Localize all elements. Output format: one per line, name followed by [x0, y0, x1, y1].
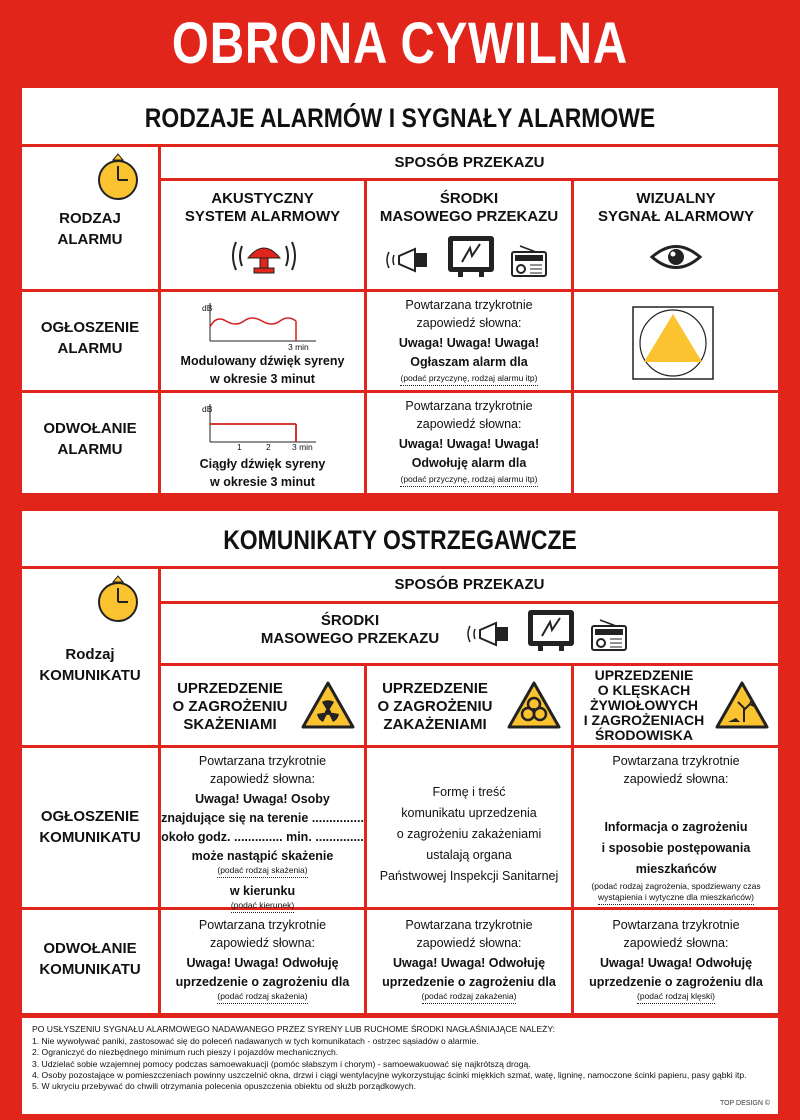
announce-disaster-text: Powtarzana trzykrotnie zapowiedź słowna: Informacja o zagrożeniu i sposobie postępowania mieszkańców (podać rodzaj zagrożenia, spodziewany czas wystąpienia i wytyczne dla mieszkańców)	[574, 752, 778, 905]
media-header: ŚRODKI MASOWEGO PRZEKAZU	[260, 612, 440, 647]
megaphone-icon	[466, 620, 510, 648]
triangle-signal-icon	[632, 306, 714, 380]
col-media: ŚRODKI MASOWEGO PRZEKAZU	[379, 190, 559, 225]
eye-icon	[650, 242, 702, 272]
graph-3min-label: 3 min	[288, 342, 309, 352]
safety-notes	[32, 1024, 772, 1092]
row-label-message-type: Rodzaj KOMUNIKATU	[39, 646, 141, 684]
radiation-warning-icon	[300, 680, 356, 730]
graph-tick-1: 1	[237, 442, 242, 452]
grid-line	[158, 663, 778, 666]
environment-warning-icon	[714, 680, 770, 730]
row-label-cancel-message: ODWOŁANIE KOMUNIKATU	[39, 940, 141, 978]
row-label-alarm-type: RODZAJ ALARMU	[57, 210, 123, 248]
clock-icon	[96, 152, 140, 202]
note-item: 4. Osoby pozostające w pomieszczeniach powinny uszczelnić okna, drzwi i ciągi wentylacyjne wykorzystując ścinki miękkich szmat, watę, ligninę, namoczone ścinki papieru, pasy gąbki itp.	[32, 1069, 747, 1080]
page-title: OBRONA CYWILNA	[171, 11, 629, 76]
warn-disaster-header: UPRZEDZENIE O KLĘSKACH ŻYWIOŁOWYCH I ZAGROŻENIACH ŚRODOWISKA	[583, 667, 705, 743]
biohazard-warning-icon	[506, 680, 562, 730]
graph-3min-label: 3 min	[292, 442, 313, 452]
brand-label: TOP DESIGN ©	[719, 1100, 770, 1107]
row-label-announce-alarm: OGŁOSZENIE ALARMU	[40, 319, 140, 357]
radio-icon	[510, 244, 548, 278]
row-label-announce-message: OGŁOSZENIE KOMUNIKATU	[39, 808, 141, 846]
grid-line	[22, 907, 778, 910]
siren-icon	[228, 234, 300, 278]
cancel-disaster-text: Powtarzana trzykrotnie zapowiedź słowna: Uwaga! Uwaga! Odwołuję uprzedzenie o zagrożeniu dla (podać rodzaj klęski)	[574, 916, 778, 1004]
row-label-cancel-alarm: ODWOŁANIE ALARMU	[43, 420, 137, 458]
note-item: 5. W ukryciu przebywać do chwili otrzymania polecenia opuszczenia obiektu od służb porządkowych.	[32, 1081, 417, 1092]
note-item: 3. Udzielać sobie wzajemnej pomocy podczas samoewakuacji (pomóc słabszym i chorym) - samoewakuować się najkrótszą drogą.	[32, 1058, 531, 1069]
col-acoustic: AKUSTYCZNY SYSTEM ALARMOWY	[184, 190, 341, 225]
announce-media-text: Powtarzana trzykrotnie zapowiedź słowna: Uwaga! Uwaga! Uwaga! Ogłaszam alarm dla (podać przyczynę, rodzaj alarmu itp)	[367, 296, 571, 386]
graph-db-label: dB	[202, 404, 213, 414]
graph-tick-2: 2	[266, 442, 271, 452]
announce-contamination-text: Powtarzana trzykrotnie zapowiedź słowna: Uwaga! Uwaga! Osoby znajdujące się na terenie ............... około godz. .............. min. .............. może nastąpić skażenie (podać rodzaj skażenia) w kierunku (podać kierunek)	[161, 752, 364, 913]
grid-line	[158, 178, 778, 181]
tv-icon	[446, 234, 496, 278]
grid-line	[158, 601, 778, 604]
grid-line	[22, 390, 778, 393]
warnings-heading: KOMUNIKATY OSTRZEGAWCZE	[223, 525, 577, 555]
warn-infection-header: UPRZEDZENIE O ZAGROŻENIU ZAKAŻENIAMI	[377, 680, 493, 733]
method-header: SPOSÓB PRZEKAZU	[394, 153, 545, 171]
note-item: 2. Ograniczyć do niezbędnego minimum ruch pieszy i pojazdów mechanicznych.	[32, 1047, 339, 1058]
cancel-infection-text: Powtarzana trzykrotnie zapowiedź słowna: Uwaga! Uwaga! Odwołuję uprzedzenie o zagrożeniu dla (podać rodzaj zakażenia)	[367, 916, 571, 1004]
graph-db-label: dB	[202, 303, 213, 313]
warn-contamination-header: UPRZEDZENIE O ZAGROŻENIU SKAŻENIAMI	[172, 680, 288, 733]
grid-line	[22, 745, 778, 748]
notes-heading: PO USŁYSZENIU SYGNAŁU ALARMOWEGO NADAWANEGO PRZEZ SYRENY LUB RUCHOME ŚRODKI NAGŁAŚNIAJĄCE NALEŻY:	[32, 1024, 556, 1034]
col-visual: WIZUALNY SYGNAŁ ALARMOWY	[597, 190, 755, 225]
method-header: SPOSÓB PRZEKAZU	[394, 576, 545, 593]
alarms-heading: RODZAJE ALARMÓW I SYGNAŁY ALARMOWE	[144, 103, 656, 133]
announce-acoustic-text: Modulowany dźwięk syreny w okresie 3 minut	[180, 354, 345, 386]
cancel-acoustic-text: Ciągły dźwięk syreny w okresie 3 minut	[199, 457, 326, 489]
megaphone-icon	[385, 246, 429, 274]
announce-infection-text: Formę i treść komunikatu uprzedzenia o zagrożeniu zakażeniami ustalają organa Państwowej Inspekcji Sanitarnej	[379, 785, 559, 883]
cancel-contamination-text: Powtarzana trzykrotnie zapowiedź słowna: Uwaga! Uwaga! Odwołuję uprzedzenie o zagrożeniu dla (podać rodzaj skażenia)	[161, 916, 364, 1004]
note-item: 1. Nie wywoływać paniki, zastosować się do poleceń nadawanych w tych komunikatach - ostrzec sąsiadów o alarmie.	[32, 1036, 479, 1047]
cancel-media-text: Powtarzana trzykrotnie zapowiedź słowna: Uwaga! Uwaga! Uwaga! Odwołuję alarm dla (podać przyczynę, rodzaj alarmu itp)	[367, 397, 571, 487]
grid-line	[22, 289, 778, 292]
clock-icon	[96, 574, 140, 624]
radio-icon	[590, 618, 628, 652]
tv-icon	[526, 608, 576, 652]
